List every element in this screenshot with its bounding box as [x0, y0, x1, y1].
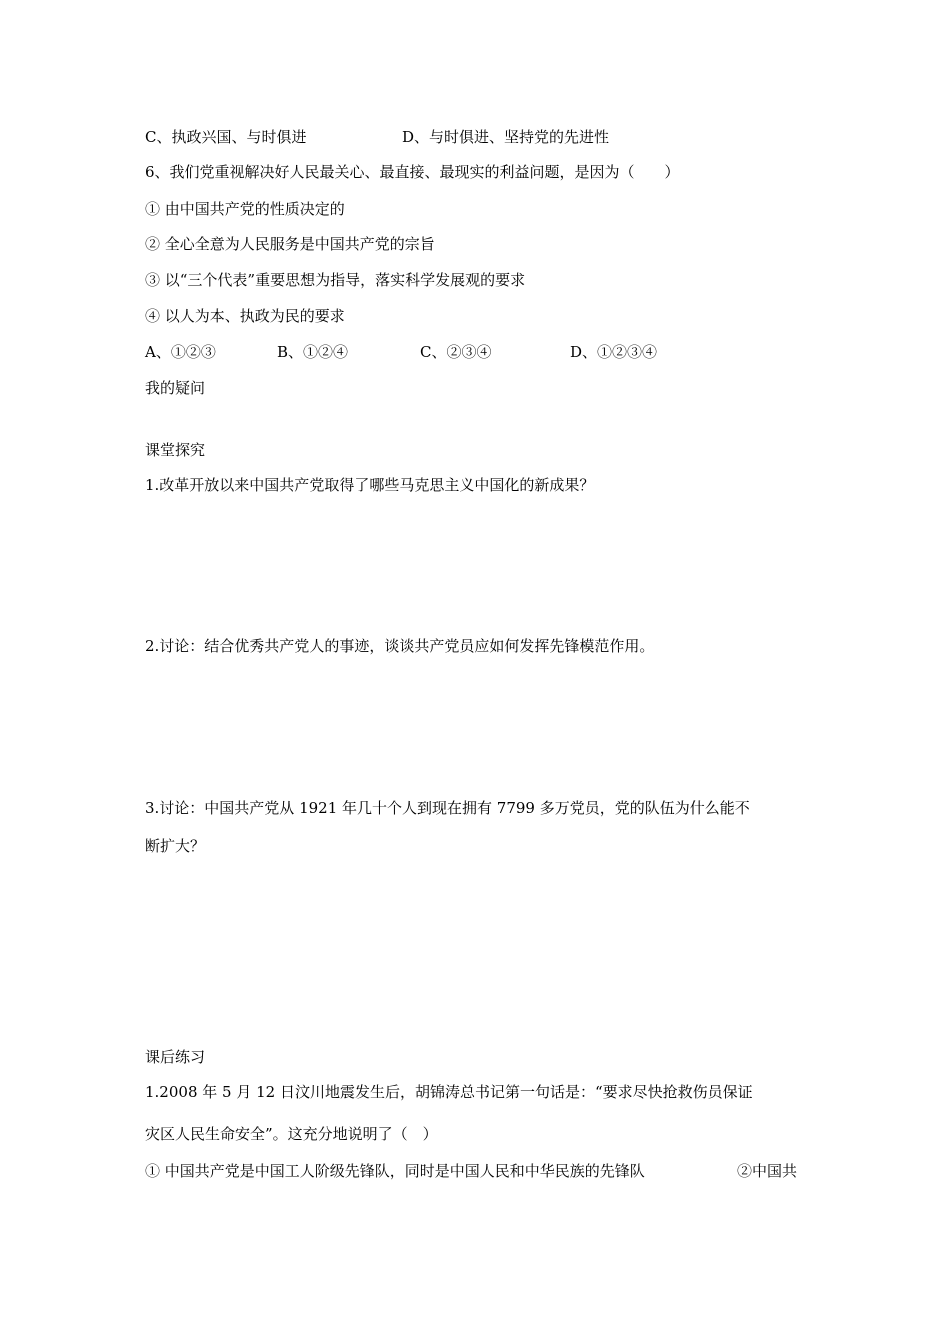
q6-item-3: ③ 以“三个代表”重要思想为指导，落实科学发展观的要求	[145, 271, 526, 289]
homework-question-1-line-1: 1.2008 年 5 月 12 日汶川地震发生后，胡锦涛总书记第一句话是：“要求尽快抢救伤员保证	[145, 1083, 753, 1101]
my-questions-heading: 我的疑问	[145, 379, 206, 397]
classroom-question-3-line-1: 3.讨论：中国共产党从 1921 年几十个人到现在拥有 7799 多万党员，党的队伍为什么能不	[145, 799, 750, 817]
classroom-question-2: 2.讨论：结合优秀共产党人的事迹，谈谈共产党员应如何发挥先锋模范作用。	[145, 637, 655, 655]
q6-stem: 6、我们党重视解决好人民最关心、最直接、最现实的利益问题，是因为（ ）	[145, 163, 680, 181]
homework-question-1-line-2: 灾区人民生命安全”。这充分地说明了（ ）	[145, 1125, 438, 1143]
homework-question-1-item-1: ① 中国共产党是中国工人阶级先锋队，同时是中国人民和中华民族的先锋队	[145, 1162, 645, 1180]
q6-item-2: ② 全心全意为人民服务是中国共产党的宗旨	[145, 235, 435, 253]
classroom-question-1: 1.改革开放以来中国共产党取得了哪些马克思主义中国化的新成果？	[145, 476, 595, 494]
q6-option-a: A、①②③	[145, 343, 216, 361]
homework-heading: 课后练习	[145, 1048, 206, 1066]
q6-option-c: C、②③④	[420, 343, 492, 361]
q6-option-d: D、①②③④	[570, 343, 658, 361]
classroom-heading: 课堂探究	[145, 441, 206, 459]
q6-option-b: B、①②④	[277, 343, 349, 361]
q6-item-4: ④ 以人为本、执政为民的要求	[145, 307, 345, 325]
classroom-question-3-line-2: 断扩大？	[145, 837, 206, 855]
q6-item-1: ① 由中国共产党的性质决定的	[145, 200, 345, 218]
q5-option-d: D、与时俱进、坚持党的先进性	[402, 128, 610, 146]
q5-option-c: C、执政兴国、与时俱进	[145, 128, 307, 146]
homework-question-1-item-2-start: ②中国共	[737, 1162, 798, 1180]
